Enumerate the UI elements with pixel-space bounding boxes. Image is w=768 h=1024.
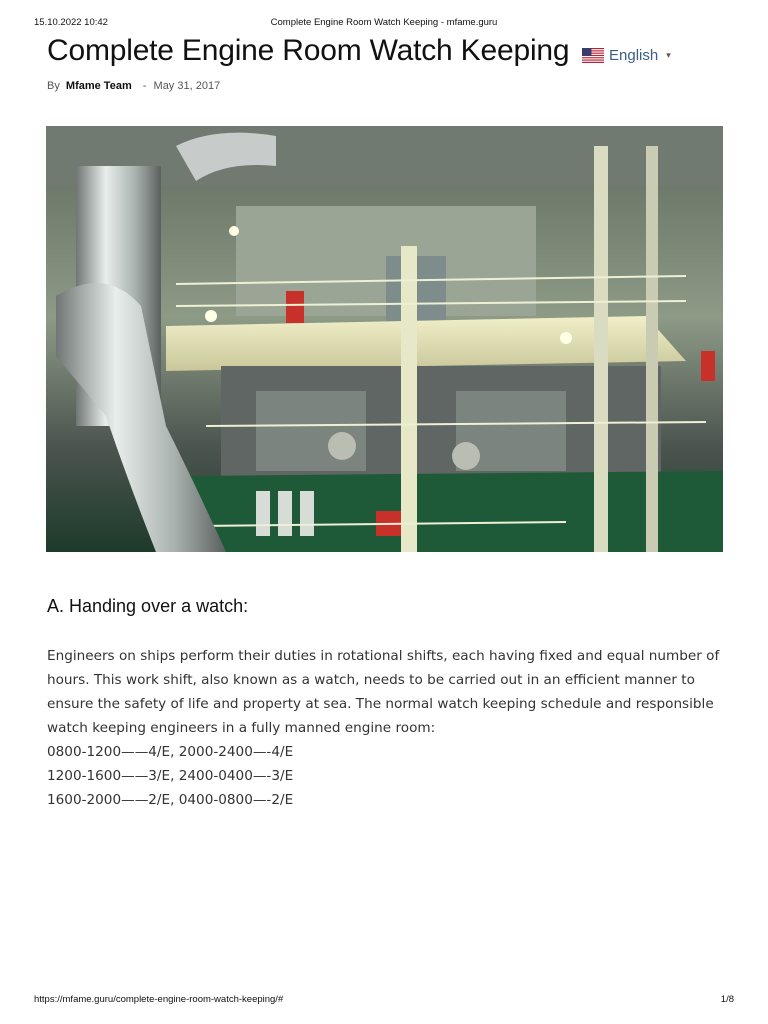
print-datetime: 15.10.2022 10:42 xyxy=(34,17,108,28)
article-body xyxy=(47,644,737,812)
print-url: https://mfame.guru/complete-engine-room-watch-keeping/# xyxy=(34,994,284,1005)
schedule-line: 1200-1600——3/E, 2400-0400—-3/E xyxy=(47,768,294,784)
print-header xyxy=(0,17,768,31)
byline xyxy=(47,80,220,92)
section-heading: A. Handing over a watch: xyxy=(47,596,249,616)
chevron-down-icon: ▾ xyxy=(666,49,671,60)
language-selector[interactable] xyxy=(580,45,671,65)
article-title: Complete Engine Room Watch Keeping xyxy=(47,34,570,67)
by-label: By xyxy=(47,80,60,92)
publish-date: May 31, 2017 xyxy=(153,80,221,92)
engine-room-photo xyxy=(46,126,723,552)
us-flag-icon xyxy=(582,48,604,63)
page-number: 1/8 xyxy=(720,994,734,1005)
intro-paragraph: Engineers on ships perform their duties in rotational shifts, each having fixed and equal number of hours. This work shift, also known as a watch, needs to be carried out in an efficient manner to ensure the safety of life and property at sea. The normal watch keeping schedule and responsible watch keeping engineers in a fully manned engine room: xyxy=(47,648,720,736)
schedule-line: 0800-1200——4/E, 2000-2400—-4/E xyxy=(47,744,294,760)
schedule-line: 1600-2000——2/E, 0400-0800—-2/E xyxy=(47,792,294,808)
byline-separator: - xyxy=(142,80,147,92)
language-label: English xyxy=(609,46,659,64)
watch-schedule xyxy=(47,740,737,812)
author-link[interactable]: Mfame Team xyxy=(65,80,132,92)
print-page-title: Complete Engine Room Watch Keeping - mfame.guru xyxy=(270,17,498,28)
